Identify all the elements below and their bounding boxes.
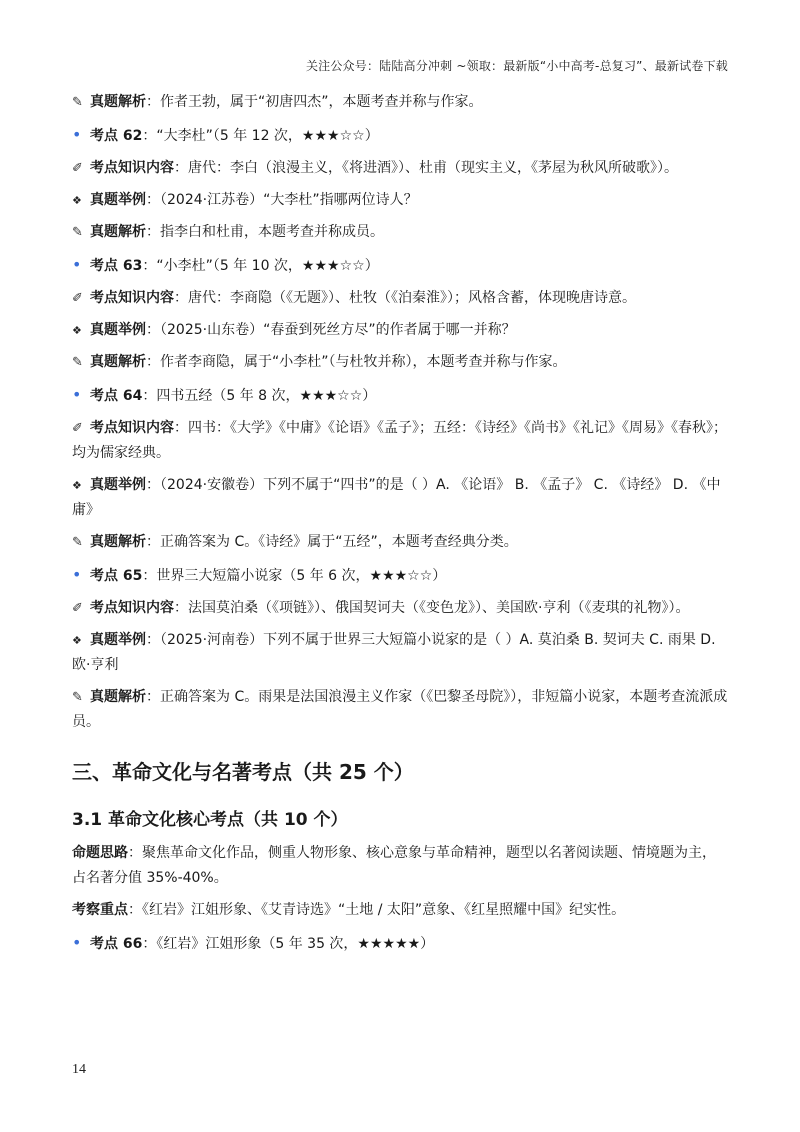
row-label: 真题解析 <box>90 354 146 370</box>
page-header: 关注公众号：陆陆高分冲刺 ~领取：最新版“小中高考-总复习”、最新试卷下载 <box>305 59 728 73</box>
row-text: ：正确答案为 C。《诗经》属于“五经”，本题考查经典分类。 <box>146 534 518 550</box>
page-number: 14 <box>72 1062 86 1077</box>
row-text: ：（2025·山东卷）“春蚕到死丝方尽”的作者属于哪一并称？ <box>146 322 516 338</box>
row-text: ：聚焦革命文化作品，侧重人物形象、核心意象与革命精神，题型以名著阅读题、情境题为主，占名著分值 35%-40%。 <box>72 845 716 886</box>
knowledge-row <box>72 286 728 311</box>
bullet-icon: • <box>72 125 82 144</box>
analysis-row <box>72 530 728 555</box>
row-text: ：世界三大短篇小说家（5 年 6 次，★★★☆☆） <box>142 568 447 584</box>
diamond-icon: ❖ <box>72 194 82 207</box>
row-text: ：《红岩》江姐形象、《艾青诗选》“土地 / 太阳”意象、《红星照耀中国》纪实性。 <box>128 902 626 918</box>
pencil-icon: ✎ <box>72 690 83 705</box>
row-text: ：作者王勃，属于“初唐四杰”，本题考查并称与作家。 <box>146 94 483 110</box>
row-text: ：唐代：李商隐（《无题》）、杜牧（《泊秦淮》）；风格含蓄，体现晚唐诗意。 <box>174 290 636 306</box>
bullet-icon: • <box>72 933 82 952</box>
knowledge-row <box>72 416 728 466</box>
point-row <box>72 122 728 149</box>
row-label: 考察重点 <box>72 902 128 918</box>
diamond-icon: ❖ <box>72 324 82 337</box>
bullet-icon: • <box>72 385 82 404</box>
example-row <box>72 318 728 343</box>
row-label: 真题举例 <box>90 632 146 648</box>
row-text: ：（2024·安徽卷）下列不属于“四书”的是（ ）A. 《论语》 B. 《孟子》 C. 《诗经》 D. 《中庸》 <box>72 477 721 518</box>
row-label: 真题举例 <box>90 477 146 493</box>
analysis-row <box>72 220 728 245</box>
row-label: 命题思路 <box>72 845 128 861</box>
diamond-icon: ❖ <box>72 479 82 492</box>
row-label: 真题解析 <box>90 689 146 705</box>
focus-row <box>72 898 728 923</box>
analysis-row <box>72 685 728 735</box>
row-text: ：法国莫泊桑（《项链》）、俄国契诃夫（《变色龙》）、美国欧·亨利（《麦琪的礼物》）。 <box>174 600 690 616</box>
row-text: ：（2025·河南卷）下列不属于世界三大短篇小说家的是（ ）A. 莫泊桑 B. 契诃夫 C. 雨果 D. 欧·亨利 <box>72 632 716 673</box>
bullet-icon: • <box>72 565 82 584</box>
pencil-icon: ✎ <box>72 225 83 240</box>
pen-icon: ✐ <box>72 601 83 616</box>
row-text: ：四书：《大学》《中庸》《论语》《孟子》；五经：《诗经》《尚书》《礼记》《周易》《春秋》；均为儒家经典。 <box>72 420 727 461</box>
row-label: 真题解析 <box>90 94 146 110</box>
point-row <box>72 930 728 957</box>
page-content <box>72 90 728 964</box>
row-label: 真题举例 <box>90 322 146 338</box>
pencil-icon: ✎ <box>72 355 83 370</box>
pencil-icon: ✎ <box>72 535 83 550</box>
pen-icon: ✐ <box>72 421 83 436</box>
row-text: ：《红岩》江姐形象（5 年 35 次，★★★★★） <box>142 936 435 952</box>
row-label: 真题解析 <box>90 224 146 240</box>
row-text: ：“小李杜”（5 年 10 次，★★★☆☆） <box>142 258 379 274</box>
row-label: 考点 62 <box>90 128 143 144</box>
row-label: 考点知识内容 <box>90 290 174 306</box>
knowledge-row <box>72 596 728 621</box>
example-row <box>72 473 728 523</box>
subsection-heading: 3.1 革命文化核心考点（共 10 个） <box>72 810 348 830</box>
pen-icon: ✐ <box>72 161 83 176</box>
row-text: ：唐代：李白（浪漫主义，《将进酒》）、杜甫（现实主义，《茅屋为秋风所破歌》）。 <box>174 160 678 176</box>
row-label: 考点 66 <box>90 936 143 952</box>
example-row <box>72 188 728 213</box>
row-label: 考点知识内容 <box>90 420 174 436</box>
row-label: 考点 65 <box>90 568 143 584</box>
pencil-icon: ✎ <box>72 95 83 110</box>
row-text: ：正确答案为 C。雨果是法国浪漫主义作家（《巴黎圣母院》），非短篇小说家，本题考查流派成员。 <box>72 689 728 730</box>
section-heading: 三、革命文化与名著考点（共 25 个） <box>72 760 414 784</box>
point-row <box>72 382 728 409</box>
row-label: 考点知识内容 <box>90 160 174 176</box>
point-row <box>72 252 728 279</box>
row-text: ：（2024·江苏卷）“大李杜”指哪两位诗人？ <box>146 192 418 208</box>
row-text: ：“大李杜”（5 年 12 次，★★★☆☆） <box>142 128 379 144</box>
diamond-icon: ❖ <box>72 634 82 647</box>
row-text: ：作者李商隐，属于“小李杜”（与杜牧并称），本题考查并称与作家。 <box>146 354 567 370</box>
intent-row <box>72 841 728 891</box>
analysis-row <box>72 350 728 375</box>
point-row <box>72 562 728 589</box>
example-row <box>72 628 728 678</box>
analysis-row <box>72 90 728 115</box>
row-label: 真题解析 <box>90 534 146 550</box>
row-label: 考点 63 <box>90 258 143 274</box>
knowledge-row <box>72 156 728 181</box>
row-text: ：指李白和杜甫，本题考查并称成员。 <box>146 224 384 240</box>
row-label: 考点知识内容 <box>90 600 174 616</box>
bullet-icon: • <box>72 255 82 274</box>
pen-icon: ✐ <box>72 291 83 306</box>
row-label: 考点 64 <box>90 388 143 404</box>
row-label: 真题举例 <box>90 192 146 208</box>
row-text: ：四书五经（5 年 8 次，★★★☆☆） <box>142 388 377 404</box>
